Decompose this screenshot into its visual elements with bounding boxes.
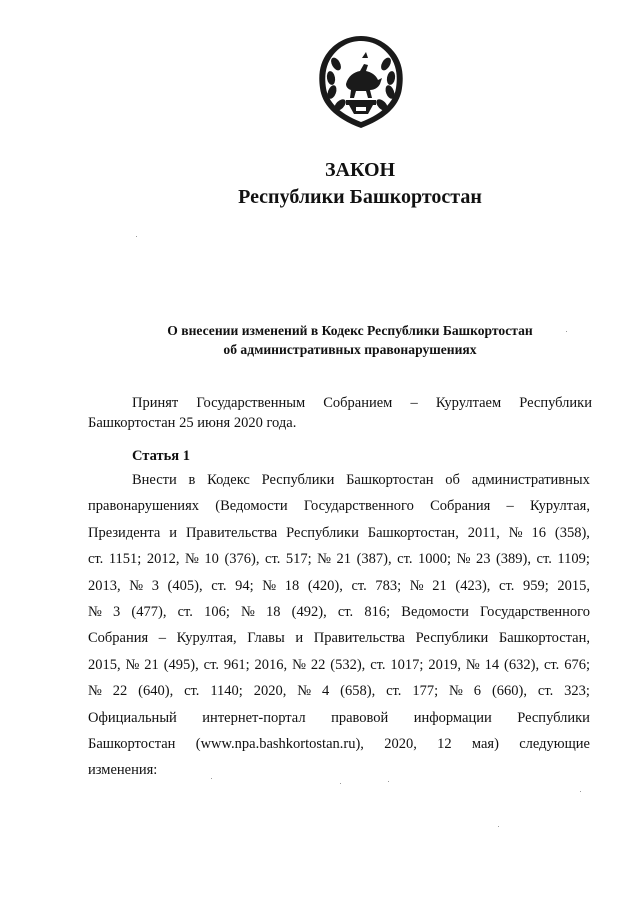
article-word: Правительства	[313, 630, 405, 647]
article-word: (532),	[330, 656, 366, 673]
article-word: (495),	[163, 656, 199, 673]
article-word: –	[506, 498, 514, 515]
article-word: Республики	[517, 709, 590, 726]
article-word: и	[295, 630, 304, 647]
scan-speck	[136, 236, 137, 237]
article-line	[88, 493, 590, 519]
article-word: об	[445, 472, 460, 488]
article-word: ст.	[177, 603, 193, 620]
article-word: (Ведомости	[215, 498, 288, 515]
article-word: ст.	[203, 656, 219, 673]
article-word: №	[88, 603, 102, 620]
article-word: №	[465, 656, 480, 673]
article-line	[88, 731, 590, 757]
article-word: 21	[144, 656, 159, 673]
article-word: ст.	[386, 683, 402, 700]
article-word: (405),	[167, 577, 203, 594]
article-word: 3	[113, 603, 121, 620]
bashkortostan-coat-of-arms-icon	[316, 34, 406, 130]
article-word: 2020,	[384, 735, 417, 752]
article-word: ст.	[370, 656, 386, 673]
article-word: 21	[432, 577, 447, 594]
article-word: 1140;	[210, 683, 243, 700]
adoption-statement	[88, 393, 592, 433]
article-word: интернет-портал	[202, 709, 306, 726]
article-word: 961;	[223, 656, 250, 673]
article-word: №	[508, 524, 523, 541]
article-word: Республики	[415, 630, 489, 647]
article-word: №	[241, 603, 255, 620]
article-word: мая)	[471, 735, 499, 752]
article-word: 959;	[522, 577, 549, 594]
scan-speck	[340, 783, 341, 784]
article-word: №	[125, 656, 140, 673]
article-word: 2016,	[254, 656, 288, 673]
article-word: Главы	[247, 630, 285, 647]
article-word: №	[185, 551, 199, 568]
article-word: и	[169, 524, 178, 541]
article-word: Государственного	[480, 603, 590, 620]
article-word: 22	[112, 683, 128, 700]
article-word: ст.	[537, 683, 554, 700]
article-word: Курултая,	[176, 630, 237, 647]
article-word: ст.	[337, 603, 354, 620]
article-word: №	[409, 577, 424, 594]
article-word: Собрания	[430, 498, 491, 515]
scan-speck	[211, 778, 212, 779]
law-title-line-2: об административных правонарушениях	[223, 342, 477, 357]
law-title-line-1: О внесении изменений в Кодекс Республики Башкортостан	[167, 323, 533, 338]
article-word: 177;	[412, 683, 439, 700]
article-word: 21	[336, 551, 352, 568]
article-word: 2013,	[88, 577, 121, 594]
article-word: Республики	[286, 524, 359, 541]
article-word: №	[456, 551, 471, 568]
article-word: 16	[531, 524, 546, 541]
article-word: (658),	[340, 683, 376, 700]
article-line	[88, 467, 590, 493]
article-word: (358),	[554, 524, 590, 541]
article-word: (389),	[495, 551, 532, 568]
article-word: (660),	[491, 683, 527, 700]
adoption-text: Принят Государственным Собранием – Курултаем Республики Башкортостан 25 июня 2020 года.	[88, 395, 592, 431]
article-word: (492),	[291, 603, 327, 620]
article-word: 6	[473, 683, 482, 700]
article-word: 1000;	[418, 551, 452, 568]
article-word: №	[88, 683, 102, 700]
document-title: ЗАКОН	[324, 159, 396, 181]
scan-speck	[498, 826, 499, 827]
article-word: №	[129, 577, 144, 594]
article-word: ст.	[397, 551, 413, 568]
article-word: Кодекс	[207, 472, 250, 488]
article-word: в	[188, 472, 196, 488]
article-word: правовой	[331, 709, 389, 726]
article-word: ст.	[211, 577, 227, 594]
article-line	[88, 546, 590, 572]
article-word: ст.	[543, 656, 560, 673]
article-word: Правительства	[185, 524, 278, 541]
article-word: 22	[310, 656, 326, 673]
article-word: 94;	[235, 577, 254, 594]
article-word: №	[292, 656, 306, 673]
article-word: 3	[151, 577, 159, 594]
article-word: следующие	[519, 735, 590, 752]
article-word: 14	[484, 656, 500, 673]
article-word: (640),	[138, 683, 174, 700]
article-word: 18	[284, 577, 300, 594]
article-line	[88, 652, 590, 678]
article-word: Башкортостан,	[367, 524, 459, 541]
article-word: №	[449, 683, 463, 700]
article-word: 10	[204, 551, 219, 568]
article-word: (423),	[455, 577, 491, 594]
article-word: ст.	[265, 551, 281, 568]
article-word: №	[297, 683, 312, 700]
article-word: Башкортостан,	[498, 630, 590, 647]
scan-speck	[388, 781, 389, 782]
article-word: правонарушениях	[88, 498, 199, 515]
article-word: 4	[322, 683, 330, 700]
article-word: ст.	[88, 551, 104, 568]
article-word: изменения:	[88, 762, 158, 779]
article-word: 2015,	[557, 577, 590, 594]
article-word: 2012,	[146, 551, 180, 568]
article-word: 783;	[375, 577, 402, 594]
article-word: 2019,	[428, 656, 461, 673]
article-word: административных	[471, 472, 590, 488]
article-line	[88, 625, 590, 651]
article-line	[88, 599, 590, 625]
article-word: 2015,	[88, 656, 121, 673]
article-line	[88, 520, 590, 546]
article-word: ст.	[351, 577, 367, 594]
article-word: –	[158, 630, 167, 647]
article-word: 2011,	[467, 524, 500, 541]
article-word: ст.	[184, 683, 200, 700]
article-word: 18	[266, 603, 281, 620]
document-subtitle: Республики Башкортостан	[238, 186, 482, 208]
article-body	[88, 467, 590, 784]
article-line	[88, 573, 590, 599]
article-word: 1017;	[390, 656, 424, 673]
article-word: Официальный	[88, 709, 177, 726]
article-word: Президента	[88, 524, 161, 541]
article-heading: Статья 1	[132, 448, 190, 464]
article-word: 816;	[364, 603, 391, 620]
article-word: №	[262, 577, 277, 594]
article-word: Башкортостан	[346, 472, 434, 488]
article-word: (477),	[131, 603, 167, 620]
article-word: №	[317, 551, 332, 568]
article-word: информации	[413, 709, 492, 726]
article-word: Государственного	[303, 498, 414, 515]
article-word: Республики	[261, 472, 335, 488]
article-word: ст.	[499, 577, 515, 594]
article-word: (420),	[307, 577, 343, 594]
scan-speck	[566, 331, 567, 332]
article-word: Курултая,	[529, 498, 590, 515]
article-word: 2020,	[253, 683, 287, 700]
article-word: 1109;	[557, 551, 590, 568]
article-word: Башкортостан	[88, 735, 176, 752]
article-line	[88, 757, 590, 783]
article-word: Ведомости	[401, 603, 469, 620]
article-word: ст.	[536, 551, 552, 568]
article-word: (www.npa.bashkortostan.ru),	[195, 735, 364, 752]
article-word: 106;	[204, 603, 230, 620]
article-word: 323;	[564, 683, 590, 700]
article-word: 1151;	[108, 551, 142, 568]
article-word: 12	[437, 735, 452, 752]
article-word: (632),	[504, 656, 540, 673]
article-word: 517;	[285, 551, 312, 568]
article-word: Собрания	[88, 630, 149, 647]
article-line	[88, 678, 590, 704]
article-word: 676;	[564, 656, 590, 673]
article-word: (376),	[224, 551, 260, 568]
article-word: Внести	[132, 472, 177, 488]
scan-speck	[580, 791, 581, 792]
article-word: (387),	[356, 551, 392, 568]
article-word: 23	[475, 551, 491, 568]
article-line	[88, 705, 590, 731]
